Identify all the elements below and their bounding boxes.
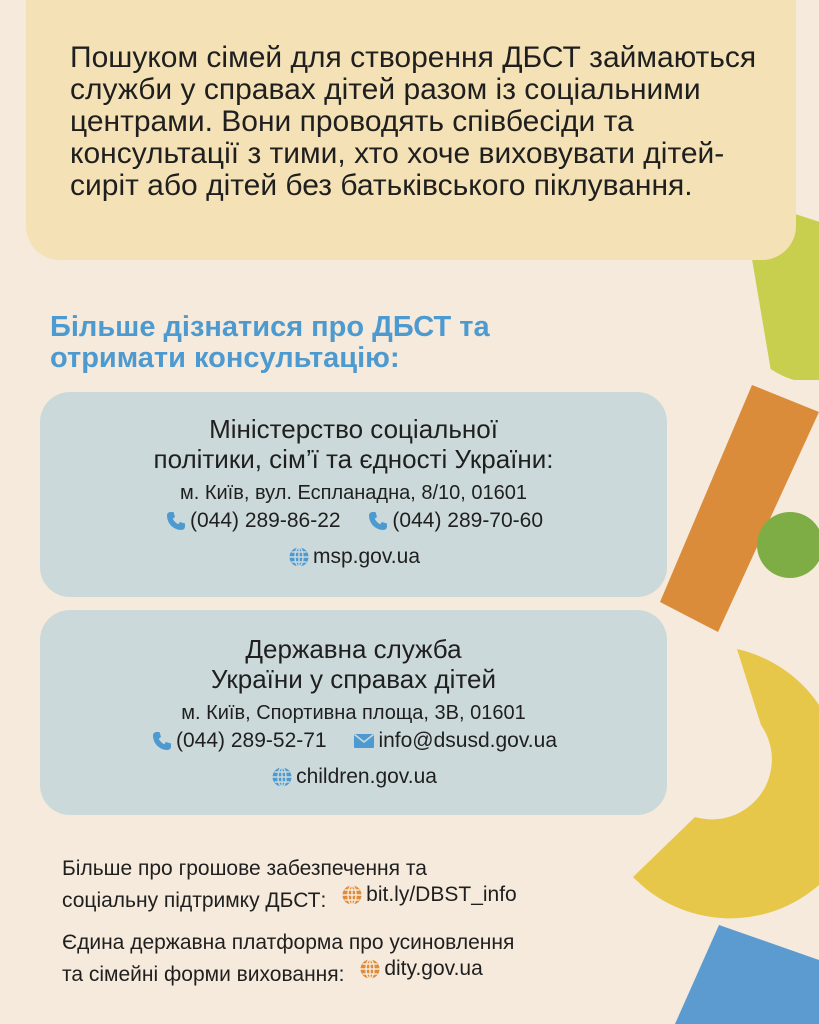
phone-link[interactable] xyxy=(150,727,327,755)
globe-icon xyxy=(358,957,382,981)
phone-icon xyxy=(366,509,390,533)
footer-text: Єдина державна платформа про усиновлення xyxy=(62,931,515,954)
phone-row xyxy=(40,507,667,541)
card-address: м. Київ, вул. Еспланадна, 8/10, 01601 xyxy=(179,482,528,504)
phone-number: (044) 289-86-22 xyxy=(189,509,341,532)
card-title xyxy=(40,392,667,474)
footer-platform-info xyxy=(62,930,702,988)
website-link[interactable] xyxy=(270,763,437,791)
globe-icon xyxy=(340,883,364,907)
card-title-line: Міністерство соціальної xyxy=(209,414,498,444)
contact-card-ministry xyxy=(40,392,667,597)
footer-link[interactable] xyxy=(350,956,482,982)
card-address: м. Київ, Спортивна площа, 3В, 01601 xyxy=(181,702,526,724)
decor-green-circle xyxy=(755,510,819,580)
phone-number: (044) 289-70-60 xyxy=(392,509,544,532)
phone-icon xyxy=(150,729,174,753)
website-row xyxy=(40,763,667,797)
website-url: children.gov.ua xyxy=(296,765,437,788)
phone-number: (044) 289-52-71 xyxy=(176,729,327,752)
section-heading: Більше дізнатися про ДБСТ та отримати консультацію: xyxy=(50,311,490,374)
footer-text: соціальну підтримку ДБСТ: xyxy=(62,889,327,912)
website-row xyxy=(40,543,667,577)
card-title xyxy=(40,610,667,694)
card-title-line: політики, сім’ї та єдності України: xyxy=(153,444,554,474)
footer-text: та сімейні форми виховання: xyxy=(62,963,345,986)
card-title-line: України у справах дітей xyxy=(211,664,496,694)
email-address: info@dsusd.gov.ua xyxy=(378,729,557,752)
globe-icon xyxy=(287,545,311,569)
phone-link[interactable] xyxy=(366,507,543,535)
card-title-line: Державна служба xyxy=(245,634,462,664)
contact-card-children-service xyxy=(40,610,667,815)
website-url: msp.gov.ua xyxy=(313,545,420,568)
intro-text: Пошуком сімей для створення ДБСТ займаються служби у справах дітей разом із соціальними центрами. Вони проводять співбесіди та консультації з тими, хто хоче виховувати дітей-сиріт або дітей без батьківського піклування. xyxy=(70,41,757,202)
email-icon xyxy=(352,729,376,753)
email-link[interactable] xyxy=(352,727,557,755)
footer-link[interactable] xyxy=(332,882,517,908)
footer-link-url: dity.gov.ua xyxy=(384,957,483,980)
footer-support-info xyxy=(62,856,702,914)
footer-text: Більше про грошове забезпечення та xyxy=(62,857,427,880)
phone-icon xyxy=(164,509,188,533)
website-link[interactable] xyxy=(287,543,420,571)
footer-link-url: bit.ly/DBST_info xyxy=(366,883,517,906)
phone-link[interactable] xyxy=(164,507,341,535)
globe-icon xyxy=(270,765,294,789)
phone-email-row xyxy=(40,727,667,761)
